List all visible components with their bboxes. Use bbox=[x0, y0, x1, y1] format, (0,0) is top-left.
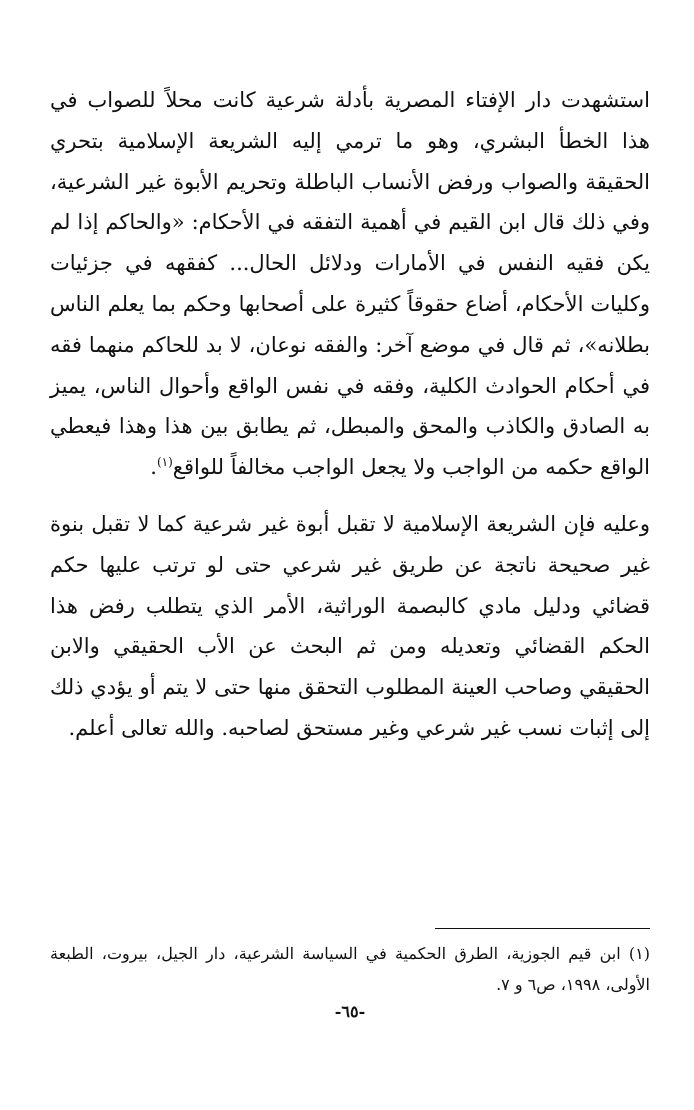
footnote-1: (١) ابن قيم الجوزية، الطرق الحكمية في السياسة الشرعية، دار الجيل، بيروت، الطبعة الأولى، ١٩٩٨، ص٦ و ٧. bbox=[50, 944, 650, 994]
paragraph-1 bbox=[50, 80, 650, 488]
book-page bbox=[50, 80, 650, 1040]
footnote-separator bbox=[435, 928, 650, 929]
page-number: -٦٥- bbox=[334, 1002, 366, 1021]
paragraph-1-text: استشهدت دار الإفتاء المصرية بأدلة شرعية كانت محلاً للصواب في هذا الخطأ البشري، وهو ما ترمي إليه الشريعة الإسلامية بتحري الحقيقة والصواب ورفض الأنساب الباطلة وتحريم الأبوة غير الشرعية، وفي ذلك قال ابن القيم في أهمية التفقه في الأحكام: «والحاكم إذا لم يكن فقيه النفس في الأمارات ودلائل الحال... كفقهه في جزئيات وكليات الأحكام، أضاع حقوقاً كثيرة على أصحابها وحكم بما يعلم الناس بطلانه»، ثم قال في موضع آخر: والفقه نوعان، لا بد للحاكم منهما فقه في أحكام الحوادث الكلية، وفقه في نفس الواقع وأحوال الناس، يميز به الصادق والكاذب والمحق والمبطل، ثم يطابق بين هذا وهذا فيعطي الواقع حكمه من الواجب ولا يجعل الواجب مخالفاً للواقع bbox=[50, 88, 650, 480]
paragraph-1-end: . bbox=[150, 455, 157, 480]
footnote-reference[interactable]: (١) bbox=[156, 455, 173, 470]
paragraph-2: وعليه فإن الشريعة الإسلامية لا تقبل أبوة غير شرعية كما لا تقبل بنوة غير صحيحة ناتجة عن طريق غير شرعي حتى لو ترتب عليها حكم قضائي ودليل مادي كالبصمة الوراثية، الأمر الذي يتطلب رفض هذا الحكم القضائي وتعديله ومن ثم البحث عن الأب الحقيقي والابن الحقيقي وصاحب العينة المطلوب التحقق منها حتى لا يتم أو يؤدي ذلك إلى إثبات نسب غير شرعي وغير مستحق لصاحبه. والله تعالى أعلم. bbox=[50, 511, 650, 740]
